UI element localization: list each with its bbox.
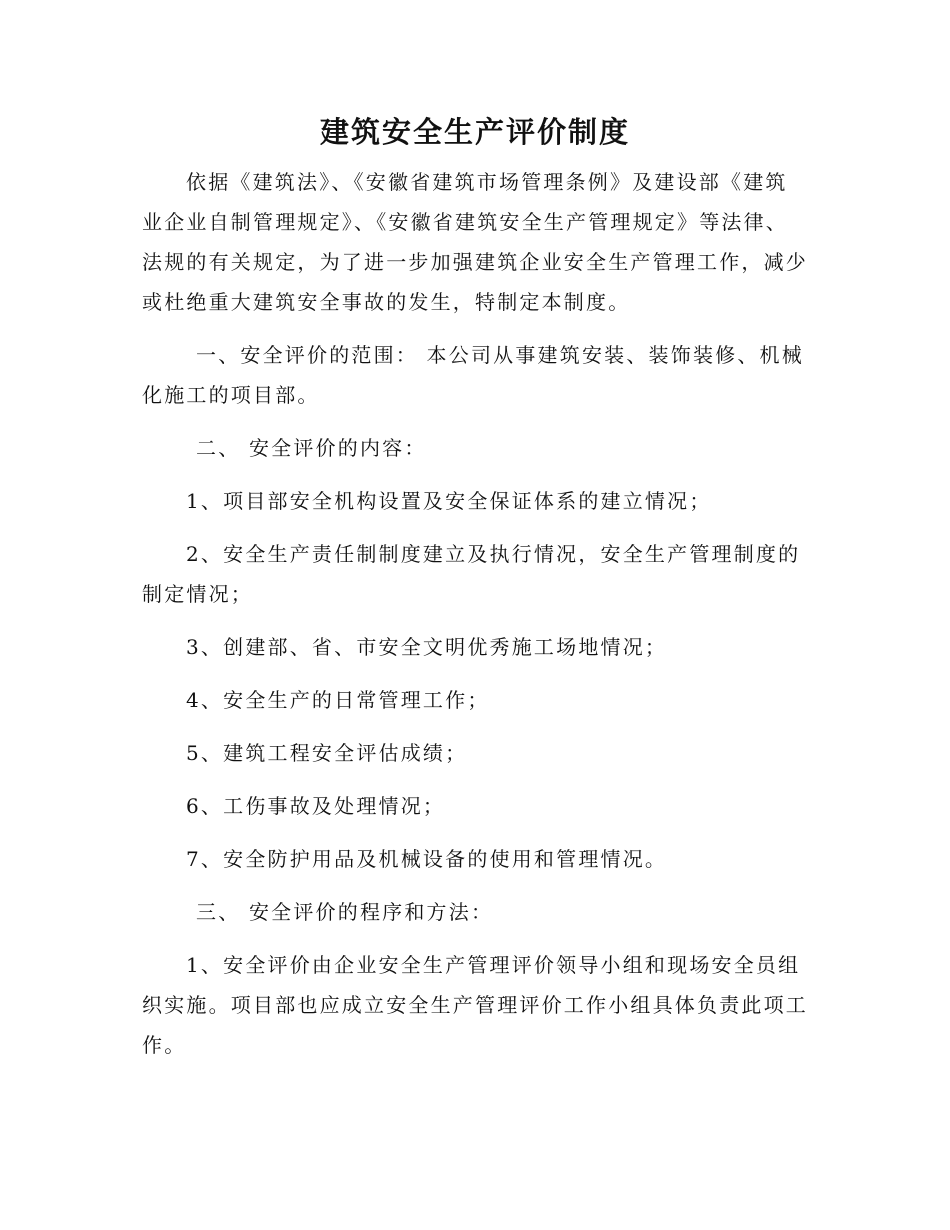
list-item: 2、安全生产责任制制度建立及执行情况，安全生产管理制度的制定情况；: [142, 542, 801, 606]
document-body: [142, 162, 808, 1065]
list-item: 1、项目部安全机构设置及安全保证体系的建立情况；: [186, 489, 712, 513]
section-3-heading: 三、 安全评价的程序和方法：: [196, 900, 494, 924]
list-item: 3、创建部、省、市安全文明优秀施工场地情况；: [186, 635, 668, 659]
list-item: 6、工伤事故及处理情况；: [186, 794, 446, 818]
section-2-heading: 二、 安全评价的内容：: [196, 436, 427, 460]
intro-paragraph: 依据《建筑法》、《安徽省建筑市场管理条例》及建设部《建筑业企业自制管理规定》、《安徽省建筑安全生产管理规定》等法律、法规的有关规定，为了进一步加强建筑企业安全生产管理工作，减少或杜绝重大建筑安全事故的发生，特制定本制度。: [142, 170, 808, 314]
list-item: 7、安全防护用品及机械设备的使用和管理情况。: [186, 847, 668, 871]
section-1-scope: 一、安全评价的范围： 本公司从事建筑安装、装饰装修、机械化施工的项目部。: [142, 343, 804, 407]
document-title: 建筑安全生产评价制度: [319, 115, 630, 149]
list-item: 1、安全评价由企业安全生产管理评价领导小组和现场安全员组织实施。项目部也应成立安全生产管理评价工作小组具体负责此项工作。: [142, 953, 808, 1057]
list-item: 4、安全生产的日常管理工作；: [186, 688, 490, 712]
list-item: 5、建筑工程安全评估成绩；: [186, 741, 468, 765]
